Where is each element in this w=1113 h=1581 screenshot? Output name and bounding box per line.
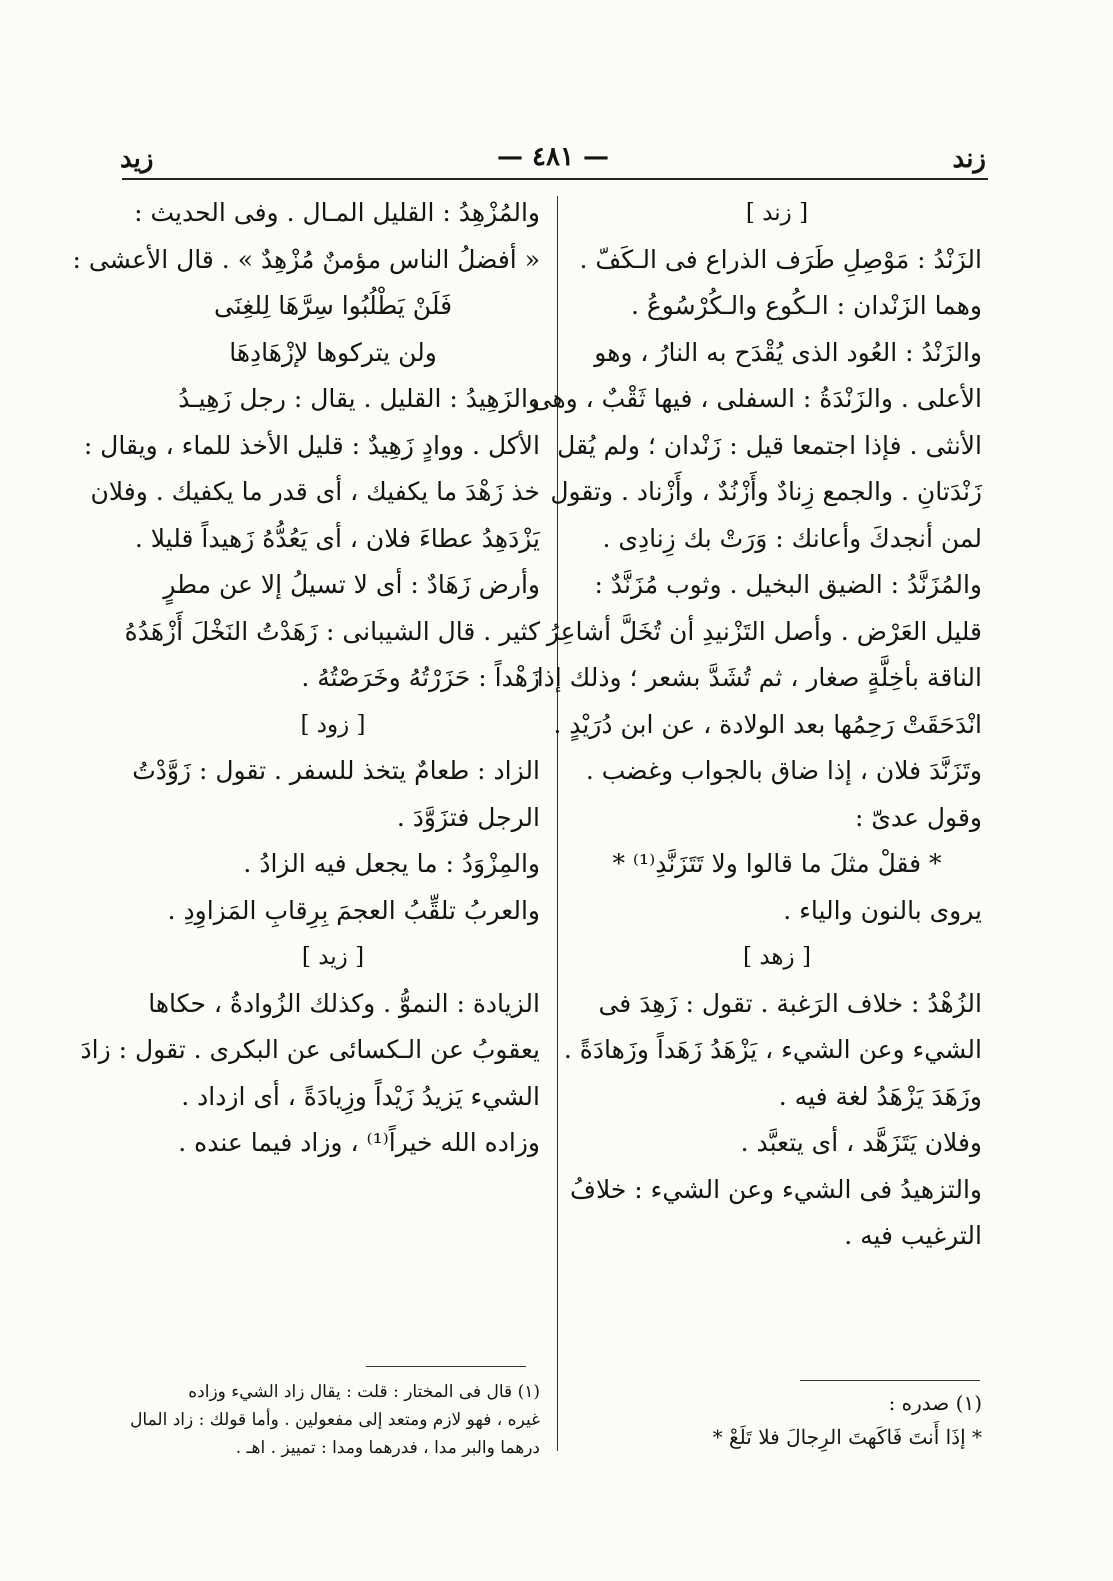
footnote-line: (١) صدره : — [888, 1391, 982, 1415]
text-line: وفلان يَتَزَهَّد ، أى يتعبَّد . — [740, 1128, 982, 1157]
text-line: يروى بالنون والياء . — [783, 895, 982, 925]
text-line: والمُزَنَّدُ : الضيق البخيل . وثوب مُزَنَّدٌ : — [594, 570, 982, 599]
text-line: الزاد : طعامٌ يتخذ للسفر . تقول : زَوَّدْتُ — [132, 756, 540, 785]
right-column — [531, 190, 982, 1260]
text-line: خذ زَهْدَ ما يكفيك ، أى قدر ما يكفيك . وفلان — [90, 477, 540, 506]
text-line: لمن أنجدكَ وأعانك : وَرَتْ بك زِنادِى . — [602, 523, 982, 553]
text-line: والزَهِيدُ : القليل . يقال : رجل زَهِيـدُ — [178, 384, 540, 413]
text-line: وقول عدىّ : — [854, 802, 982, 832]
text-line: انْدَحَقَتْ رَحِمُها بعد الولادة ، عن ابن دُرَيْدٍ . — [553, 709, 982, 739]
text-line: كثير . قال الشيبانى : زَهَدْتُ النَخْلَ أَزْهَدُهُ — [124, 616, 540, 646]
verse-line: فَلَنْ يَطْلُبُوا سِرَّهَا لِلغِنَى — [213, 291, 453, 320]
text-line: الزيادة : النموُّ . وكذلك الزُوادةُ ، حكاها — [148, 988, 540, 1018]
footnote-line: (١) قال فى المختار : قلت : يقال زاد الشيء وزاده — [188, 1382, 540, 1402]
text-line: الرجل فتزَوَّدَ . — [396, 802, 540, 832]
text-line: الأنثى . فإذا اجتمعا قيل : زَنْدان ؛ ولم يُقل — [557, 430, 982, 460]
text-line: الأكل . ووادٍ زَهِيدٌ : قليل الأخذ للماء ، ويقال : — [83, 430, 540, 460]
entry-heading: [ زهد ] — [743, 944, 811, 970]
text-line: وأرض زَهَادٌ : أى لا تسيلُ إلا عن مطرٍ — [163, 570, 540, 599]
text-line: وزَهَدَ يَزْهَدُ لغة فيه . — [778, 1081, 982, 1111]
text-line: قليل العَرْض . وأصل التَزْنيدِ أن تُخَلَّ أشاعِرُ — [546, 616, 982, 646]
text-line: الشيء يَزيدُ زَيْداً وزِيادَةً ، أى ازداد . — [181, 1081, 540, 1111]
header-root-word-left: زيد — [120, 144, 154, 174]
verse-line: * فقلْ مثلَ ما قالوا ولا تَتَزَنَّدِ⁽¹⁾ * — [612, 849, 942, 878]
text-line: والمُزْهِدُ : القليل المـال . وفى الحديث : — [134, 198, 540, 227]
text-line: الناقة بأخِلَّةٍ صغار ، ثم تُشَدَّ بشعر ؛ وذلك إذا — [536, 663, 982, 692]
text-line: يَزْدَهِدُ عطاءَ فلان ، أى يَعُدُّهُ زَهيداً قليلا . — [134, 523, 540, 553]
text-line: والعربُ تلقِّبُ العجمَ بِرِقابِ المَزاوِدِ . — [167, 895, 540, 925]
footnote-rule-left — [366, 1366, 526, 1367]
text-line: وهما الزَنْدان : الـكُوع والـكُرْسُوعُ . — [630, 291, 982, 320]
text-line: زَنْدَتانِ . والجمع زِنادٌ وأَزْنُدٌ ، وأَزْناد . وتقول — [550, 477, 982, 506]
entry-heading: [ زند ] — [745, 200, 809, 226]
text-line: والتزهيدُ فى الشيء وعن الشيء : خلافُ — [570, 1174, 982, 1204]
header-root-word-right: زند — [952, 144, 986, 174]
text-line: وزاده الله خيراً⁽¹⁾ ، وزاد فيما عنده . — [178, 1128, 540, 1157]
footnote-left — [126, 1378, 540, 1462]
entry-heading: [ زيد ] — [301, 944, 365, 970]
text-line: وتَزَنَّدَ فلان ، إذا ضاق بالجواب وغضب . — [585, 756, 982, 785]
text-line: الأعلى . والزَنْدَةُ : السفلى ، فيها ثَقْبٌ ، وهى — [531, 384, 982, 413]
page-header — [120, 140, 986, 180]
text-line: « أفضلُ الناس مؤمنٌ مُزْهِدٌ » . قال الأعشى : — [72, 244, 540, 274]
text-line: الزُهْدُ : خلاف الرَغبة . تقول : زَهِدَ فى — [598, 988, 982, 1018]
left-column — [72, 190, 540, 1167]
page-number: — ٤٨١ — — [496, 142, 610, 172]
text-line: يعقوبُ عن الـكسائى عن البكرى . تقول : زادَ — [80, 1035, 540, 1064]
footnote-line: درهما والبر مدا ، فدرهما ومدا : تمييز . اهـ . — [235, 1438, 540, 1458]
footnote-line: غيره ، فهو لازم ومتعد إلى مفعولين . وأما قولك : زاد المال — [130, 1410, 540, 1430]
verse-line: ولن يتركوها لإزْهَادِهَا — [229, 337, 437, 367]
text-line: الشيء وعن الشيء ، يَزْهَدُ زَهَداً وزَهادَةً . — [563, 1035, 982, 1064]
footnote-rule-right — [800, 1380, 980, 1381]
text-line: والمِزْوَدُ : ما يجعل فيه الزادُ . — [243, 849, 540, 878]
text-line: زَهْداً : حَزَرْتُهُ وخَرَصْتُهُ . — [301, 663, 540, 692]
text-line: الترغيب فيه . — [844, 1221, 982, 1250]
header-rule — [122, 178, 988, 180]
footnote-line: * إذَا أَنتَ فَاكَهتَ الرِجالَ فلا تَلَعْ * — [712, 1425, 982, 1449]
entry-heading: [ زود ] — [300, 711, 366, 738]
text-line: الزَنْدُ : مَوْصِلِ طَرَف الذراع فى الـكَفّ . — [579, 244, 982, 274]
footnote-right — [572, 1386, 982, 1454]
text-line: والزَنْدُ : العُود الذى يُقْدَح به النارُ ، وهو — [594, 337, 982, 367]
